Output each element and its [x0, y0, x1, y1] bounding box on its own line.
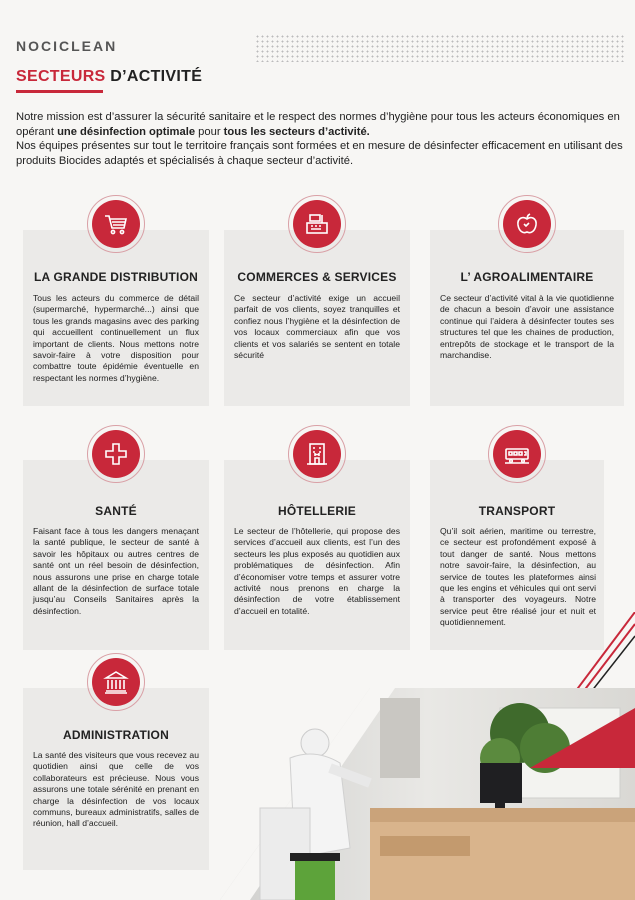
- card-description: Faisant face à tous les dangers menaçant la santé publique, le secteur de santé à savoir les hôpitaux ou autres centres de santé ont un réel besoin de désinfection, nous assurons une prise en charge totale allant de la désinfection de surface totale jusqu’au Conseils Sanitaires après la désinfection.: [33, 526, 199, 616]
- card-hotellerie: [224, 460, 410, 650]
- card-sante: [23, 460, 209, 650]
- decorative-lines: [575, 612, 635, 692]
- card-title: LA GRANDE DISTRIBUTION: [34, 270, 198, 284]
- card-title: L’ AGROALIMENTAIRE: [460, 270, 594, 284]
- title-underline: [16, 90, 103, 93]
- card-title: SANTÉ: [95, 504, 137, 518]
- intro-text: Notre mission est d’assurer la sécurité sanitaire et le respect des normes d’hygiène pour tous les acteurs économiques en opérant une désinfection optimale pour tous les secteurs d’activité. Nos équipes présentes sur tout le territoire français sont formées et en mesure de désinfecter efficacement en utilisant des produits Biocides adaptés et spécialisés à chaque secteur d’activité.: [16, 111, 623, 167]
- card-title: ADMINISTRATION: [63, 728, 169, 742]
- card-description: La santé des visiteurs que vous recevez au quotidien ainsi que celle de vos collaborateurs est précieuse. Nous vous assurons une totale sérénité en prenant en charge la désinfection de vos locaux communs, bureaux administratifs, salles de réunion, hall d’accueil.: [33, 750, 199, 829]
- card-administration: [23, 688, 209, 870]
- title-highlight: SECTEURS: [16, 68, 106, 85]
- card-title: TRANSPORT: [478, 504, 556, 518]
- card-description: Le secteur de l’hôtellerie, qui propose des services d’accueil aux clients, est l’un des secteurs les plus exposés au quotidien aux problématiques de désinfection. Afin d’économiser votre temps et assurer votre activité nous prenons en charge la désinfection de votre établissement d’accueil en totalité.: [234, 526, 400, 616]
- card-title: COMMERCES & SERVICES: [237, 270, 397, 284]
- card-description: Ce secteur d’activité exige un accueil parfait de vos clients, soyez tranquilles et confiez nous l’hygiène et la désinfection de vos locaux commerciaux afin que vos clients et vos salariés se sentent en totale sécurité: [234, 293, 400, 361]
- government-building-icon: [92, 658, 140, 706]
- card-grande-distribution: [23, 230, 209, 406]
- apple-icon: [503, 200, 551, 248]
- brand-name: NOCICLEAN: [16, 38, 118, 54]
- card-description: Qu’il soit aérien, maritime ou terrestre, ce secteur est profondément exposé à tout danger de santé. Nous mettons notre savoir-faire, la désinfection, au service de toutes les plateformes ainsi que les engins et véhicules qui ont servi à transporter des voyageurs. Notre service peut être réalisé jour et nuit et quotidiennement.: [440, 526, 596, 628]
- card-description: Tous les acteurs du commerce de détail (supermarché, hypermarché...) ainsi que tous les grands magasins avec des parking qui accueillent continuellement un flux important de clients. Nous mettons notre savoir-faire à votre disposition pour combattre toute épidémie éventuelle en respectant les normes d’hygiène.: [33, 293, 199, 383]
- card-commerces-services: [224, 230, 410, 406]
- card-description: Ce secteur d’activité vital à la vie quotidienne de chacun a besoin d’avoir une assistance continue qui l’aidera à désinfecter toutes ses structures tel que les chaines de production, entrepôts de stockage et le transport de la marchandise.: [440, 293, 614, 361]
- card-agroalimentaire: [430, 230, 624, 406]
- disinfection-photo: [220, 688, 635, 900]
- title-rest: D’ACTIVITÉ: [105, 68, 203, 85]
- cart-icon: [92, 200, 140, 248]
- dot-pattern: [255, 34, 625, 62]
- cash-register-icon: [293, 200, 341, 248]
- medical-cross-icon: [92, 430, 140, 478]
- page-title: [16, 68, 202, 86]
- train-icon: [493, 430, 541, 478]
- hotel-icon: [293, 430, 341, 478]
- card-title: HÔTELLERIE: [277, 504, 356, 518]
